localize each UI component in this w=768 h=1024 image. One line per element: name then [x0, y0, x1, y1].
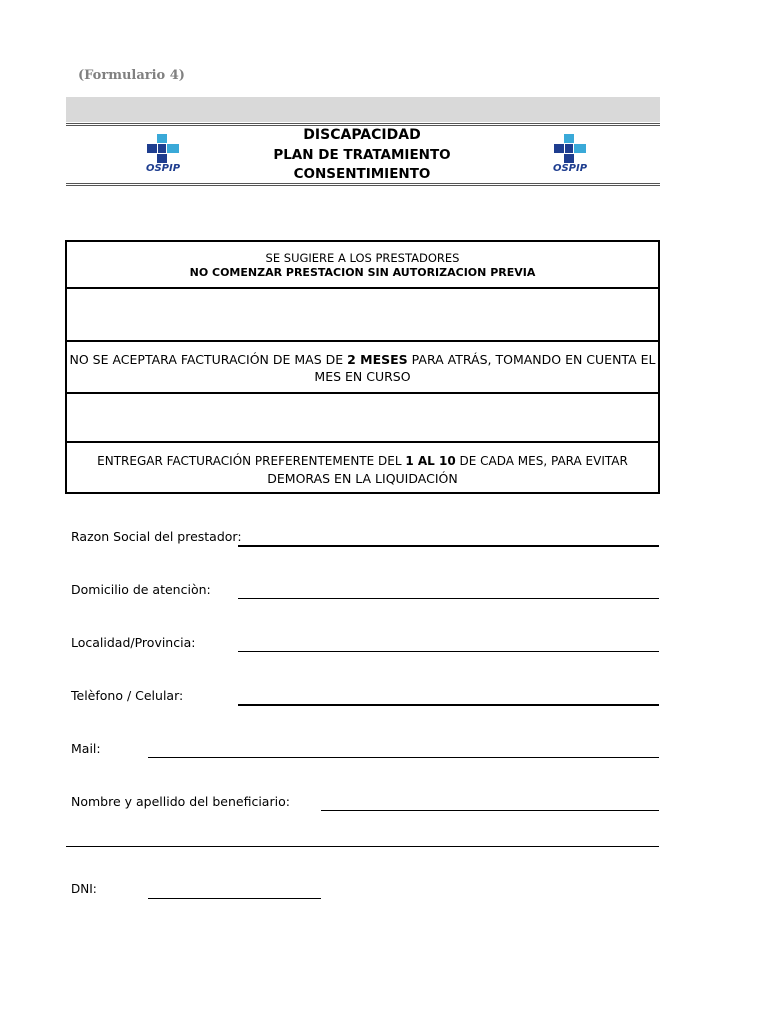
page-subtitle-1: PLAN DE TRATAMIENTO	[273, 146, 451, 163]
telefono-field[interactable]	[238, 704, 659, 706]
notice-spacer-1	[65, 287, 660, 342]
notice-3-post: DE CADA MES, PARA EVITAR	[455, 454, 628, 468]
dni-field[interactable]	[148, 898, 321, 899]
notice-1-line-2: NO COMENZAR PRESTACION SIN AUTORIZACION PREVIA	[189, 266, 536, 279]
mail-label: Mail:	[71, 741, 101, 756]
notice-2-pre: NO SE ACEPTARA FACTURACIÓN DE MAS DE	[69, 352, 348, 367]
notice-3-line-2: DEMORAS EN LA LIQUIDACIÓN	[267, 471, 458, 486]
beneficiario-label: Nombre y apellido del beneficiario:	[71, 794, 290, 809]
form-number: (Formulario 4)	[78, 68, 185, 83]
notice-box-entrega	[65, 441, 660, 494]
header-title-block	[262, 126, 462, 185]
ospip-logo-icon	[548, 133, 592, 165]
header-band	[66, 97, 660, 122]
razon-social-label: Razon Social del prestador:	[71, 529, 242, 544]
notice-1-line-1: SE SUGIERE A LOS PRESTADORES	[265, 251, 460, 265]
notice-2-bold: 2 MESES	[347, 352, 408, 367]
mail-field[interactable]	[148, 757, 659, 758]
razon-social-field[interactable]	[238, 545, 659, 547]
ospip-logo-left	[141, 133, 185, 179]
telefono-label: Telèfono / Celular:	[71, 688, 184, 703]
localidad-label: Localidad/Provincia:	[71, 635, 196, 650]
notice-3-pre: ENTREGAR FACTURACIÓN PREFERENTEMENTE DEL	[97, 454, 406, 468]
header-bottom-rule	[66, 183, 660, 184]
domicilio-field[interactable]	[238, 598, 659, 599]
beneficiario-field-continuation[interactable]	[66, 846, 659, 847]
ospip-logo-icon	[141, 133, 185, 165]
notice-2-post: PARA ATRÁS, TOMANDO EN CUENTA EL	[407, 352, 656, 367]
header-top-rule	[66, 123, 660, 124]
notice-spacer-2	[65, 392, 660, 443]
notice-2-line-1	[67, 351, 658, 368]
notice-box-autorizacion	[65, 240, 660, 289]
page-title: DISCAPACIDAD	[303, 127, 421, 143]
header-bottom-rule-2	[66, 185, 660, 186]
ospip-logo-text: OSPIP	[145, 163, 181, 174]
page-subtitle-2: CONSENTIMIENTO	[293, 166, 431, 182]
domicilio-label: Domicilio de atenciòn:	[71, 582, 211, 597]
beneficiario-field[interactable]	[321, 810, 659, 811]
ospip-logo-text: OSPIP	[552, 163, 588, 174]
notice-box-facturacion	[65, 340, 660, 394]
ospip-logo-right	[548, 133, 592, 179]
notice-3-bold: 1 AL 10	[405, 454, 456, 468]
dni-label: DNI:	[71, 882, 97, 896]
notice-2-line-2: MES EN CURSO	[314, 369, 411, 384]
notice-3-line-1	[67, 453, 658, 470]
localidad-field[interactable]	[238, 651, 659, 652]
